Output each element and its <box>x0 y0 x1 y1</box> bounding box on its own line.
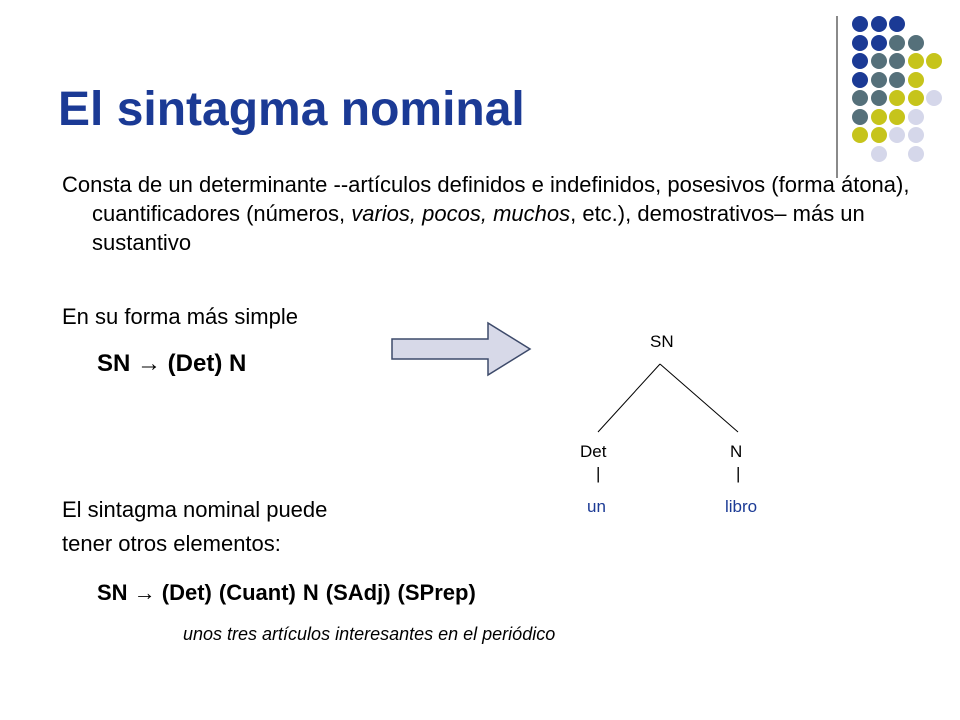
decorative-dot <box>852 35 868 51</box>
decorative-dot <box>871 127 887 143</box>
intro-text-start: Consta de un determinante --artículos definidos e indefinidos, posesivos (forma átona), cuantificadores (números, <box>62 172 910 226</box>
decorative-dot <box>852 16 868 32</box>
decorative-dot <box>852 72 868 88</box>
decorative-dot <box>889 127 905 143</box>
decorative-dot <box>908 90 924 106</box>
decorative-dot <box>889 72 905 88</box>
decorative-dot <box>871 109 887 125</box>
decorative-dot <box>871 146 887 162</box>
decorative-dot <box>889 53 905 69</box>
simple-form-label: En su forma más simple <box>62 304 298 329</box>
tree-n-word: libro <box>725 497 758 516</box>
rule-token-cuant: (Cuant) <box>218 580 296 605</box>
decorative-dot <box>889 16 905 32</box>
intro-emphasis: varios, pocos, muchos <box>351 201 571 226</box>
decorative-dot <box>889 90 905 106</box>
syntax-tree <box>560 322 790 522</box>
rule-token-sprep: (SPrep) <box>397 580 476 605</box>
decorative-dot <box>926 90 942 106</box>
tree-root-label: SN <box>650 332 674 351</box>
elements-line-2: tener otros elementos: <box>62 531 281 556</box>
tree-n-bar: | <box>736 464 741 483</box>
decorative-dot <box>926 53 942 69</box>
rule-token-n: N <box>302 580 319 605</box>
decorative-dot <box>871 53 887 69</box>
elements-line-1: El sintagma nominal puede <box>62 497 328 522</box>
decorative-dot <box>908 127 924 143</box>
decorative-dot <box>871 72 887 88</box>
tree-n-label: N <box>730 442 743 461</box>
vertical-divider <box>836 16 838 178</box>
decorative-dot <box>908 109 924 125</box>
right-arrow-icon <box>388 320 536 378</box>
rule-token-sadj: (SAdj) <box>325 580 391 605</box>
slide-title: El sintagma nominal <box>58 83 525 136</box>
tree-branch-left <box>598 364 660 432</box>
tree-det-label: Det <box>580 442 607 461</box>
decorative-dot <box>908 35 924 51</box>
decorative-dot <box>852 109 868 125</box>
example-phrase: unos tres artículos interesantes en el periódico <box>183 624 556 644</box>
intro-text-end: , etc.), demostrativos– más un sustantivo <box>92 201 865 255</box>
rule-simple: SN → (Det) N <box>97 350 247 377</box>
decorative-dot <box>908 146 924 162</box>
decorative-dot <box>889 109 905 125</box>
decorative-dot <box>871 35 887 51</box>
decorative-dot <box>852 90 868 106</box>
decorative-dot <box>871 16 887 32</box>
tree-branches <box>560 322 790 522</box>
tree-branch-right <box>660 364 738 432</box>
decorative-dot <box>908 53 924 69</box>
decorative-dot <box>889 35 905 51</box>
decorative-dot <box>852 127 868 143</box>
intro-paragraph <box>62 170 922 257</box>
decorative-dot <box>908 72 924 88</box>
decorative-dot <box>852 53 868 69</box>
tree-det-word: un <box>587 497 606 516</box>
rule-extended <box>97 580 483 606</box>
decorative-dot <box>871 90 887 106</box>
rule-token-det: SN → (Det) <box>97 580 212 605</box>
tree-det-bar: | <box>596 464 601 483</box>
